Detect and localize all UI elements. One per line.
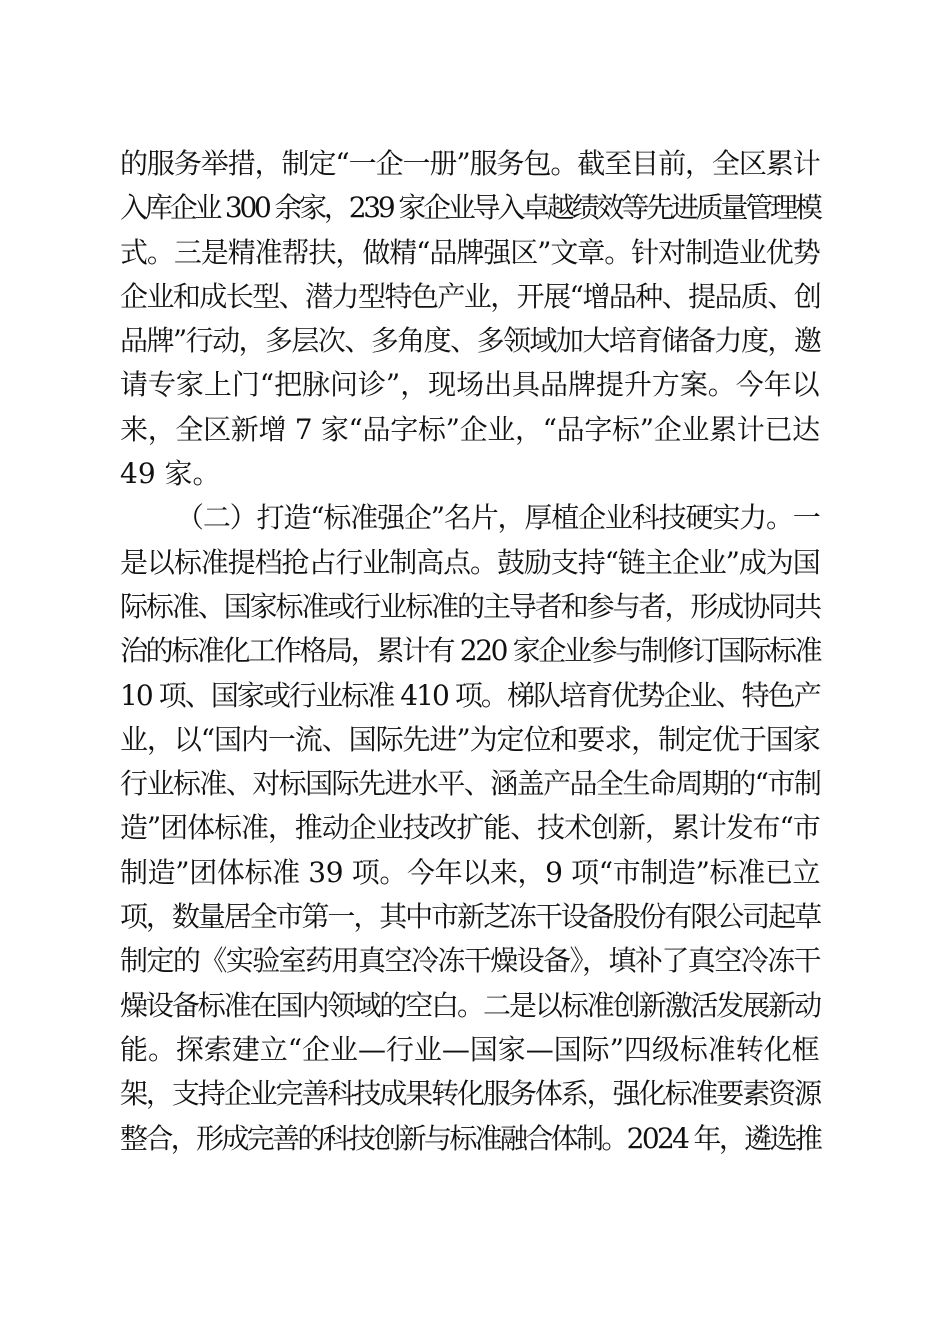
text-line: 项，数量居全市第一，其中市新芝冻干设备股份有限公司起草 [120, 900, 821, 934]
text-line: 是以标准提档抢占行业制高点。鼓励支持“链主企业”成为国 [120, 545, 820, 579]
text-line: 式。三是精准帮扶，做精“品牌强区”文章。针对制造业优势 [120, 235, 820, 269]
text-line: 能。探索建立“企业—行业—国家—国际”四级标准转化框 [120, 1032, 820, 1066]
text-line: 49 家。 [120, 457, 221, 491]
text-line: 的服务举措，制定“一企一册”服务包。截至目前，全区累计 [120, 147, 820, 180]
text-line: 际标准、国家标准或行业标准的主导者和参与者，形成协同共 [120, 589, 821, 623]
paragraph-start-line: （二）打造“标准强企”名片，厚植企业科技硬实力。一 [176, 501, 820, 535]
text-line: 行业标准、对标国际先进水平、涵盖产品全生命周期的“市制 [120, 767, 821, 801]
text-line: 制定的《实验室药用真空冷冻干燥设备》，填补了真空冷冻干 [120, 944, 821, 978]
text-line: 入库企业 300 余家，239 家企业导入卓越绩效等先进质量管理模 [120, 191, 820, 225]
text-line: 整合，形成完善的科技创新与标准融合体制。2024 年，遴选推 [120, 1121, 821, 1155]
text-line: 燥设备标准在国内领域的空白。二是以标准创新激活发展新动 [120, 988, 821, 1022]
text-line: 治的标准化工作格局，累计有 220 家企业参与制修订国际标准 [120, 634, 821, 668]
text-line: 企业和成长型、潜力型特色产业，开展“增品种、提品质、创 [120, 279, 821, 313]
text-line: 请专家上门“把脉问诊”，现场出具品牌提升方案。今年以 [120, 368, 820, 402]
body-text [120, 142, 820, 1161]
text-line: 制造”团体标准 39 项。今年以来，9 项“市制造”标准已立 [120, 855, 821, 889]
text-line: 10 项、国家或行业标准 410 项。梯队培育优势企业、特色产 [120, 678, 820, 712]
text-line: 来，全区新增 7 家“品字标”企业，“品字标”企业累计已达 [120, 412, 820, 446]
text-line: 业，以“国内一流、国际先进”为定位和要求，制定优于国家 [120, 722, 820, 756]
text-line: 造”团体标准，推动企业技改扩能、技术创新，累计发布“市 [120, 811, 820, 845]
text-line: 品牌”行动，多层次、多角度、多领域加大培育储备力度，邀 [120, 324, 821, 358]
text-line: 架，支持企业完善科技成果转化服务体系，强化标准要素资源 [120, 1077, 821, 1111]
